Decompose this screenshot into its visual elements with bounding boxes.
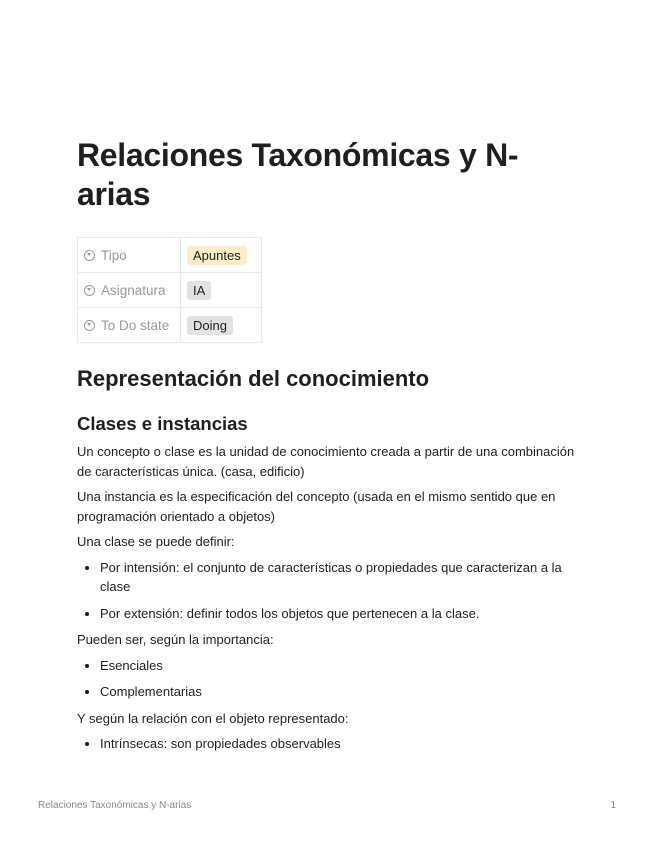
select-property-icon [84, 250, 95, 261]
property-label-cell [78, 238, 181, 273]
subsection-heading: Clases e instancias [77, 413, 248, 434]
bullet-list [77, 734, 577, 754]
list-item: • Esenciales [100, 656, 577, 676]
property-row [78, 238, 262, 273]
paragraph: Y según la relación con el objeto representado: [77, 710, 349, 726]
property-tag: Doing [187, 316, 233, 335]
paragraph: Pueden ser, según la importancia: [77, 632, 274, 647]
property-tag: Apuntes [187, 246, 247, 265]
list-item: • Por extensión: definir todos los objetos que pertenecen a la clase. [100, 604, 577, 624]
property-value-cell[interactable] [181, 238, 262, 273]
bullet-list [77, 558, 577, 624]
property-tag: IA [187, 281, 211, 300]
list-item: • Por intensión: el conjunto de características o propiedades que caracterizan a la clase [100, 558, 577, 597]
property-label-cell [78, 308, 181, 343]
property-row [78, 308, 262, 343]
footer-title: Relaciones Taxonómicas y N-arias [38, 800, 192, 811]
properties-table [77, 237, 262, 343]
property-label: Asignatura [101, 282, 166, 298]
section-heading: Representación del conocimiento [77, 366, 430, 391]
list-item: • Complementarias [100, 682, 577, 702]
property-label: To Do state [101, 317, 170, 333]
paragraph: Un concepto o clase es la unidad de conocimiento creada a partir de una combinación de características única. (casa, edificio) [77, 444, 575, 479]
select-property-icon [84, 320, 95, 331]
paragraph: Una instancia es la especificación del concepto (usada en el mismo sentido que en programación orientado a objetos) [77, 489, 556, 524]
select-property-icon [84, 285, 95, 296]
property-value-cell[interactable] [181, 273, 262, 308]
property-value-cell[interactable] [181, 308, 262, 343]
list-item: • Intrínsecas: son propiedades observables [100, 734, 577, 754]
page-number: 1 [610, 800, 616, 811]
bullet-list [77, 656, 577, 702]
document-body [77, 442, 577, 761]
property-label-cell [78, 273, 181, 308]
page-title: Relaciones Taxonómicas y N-arias [77, 137, 519, 212]
property-label: Tipo [101, 247, 127, 263]
paragraph: Una clase se puede definir: [77, 534, 235, 549]
property-row [78, 273, 262, 308]
